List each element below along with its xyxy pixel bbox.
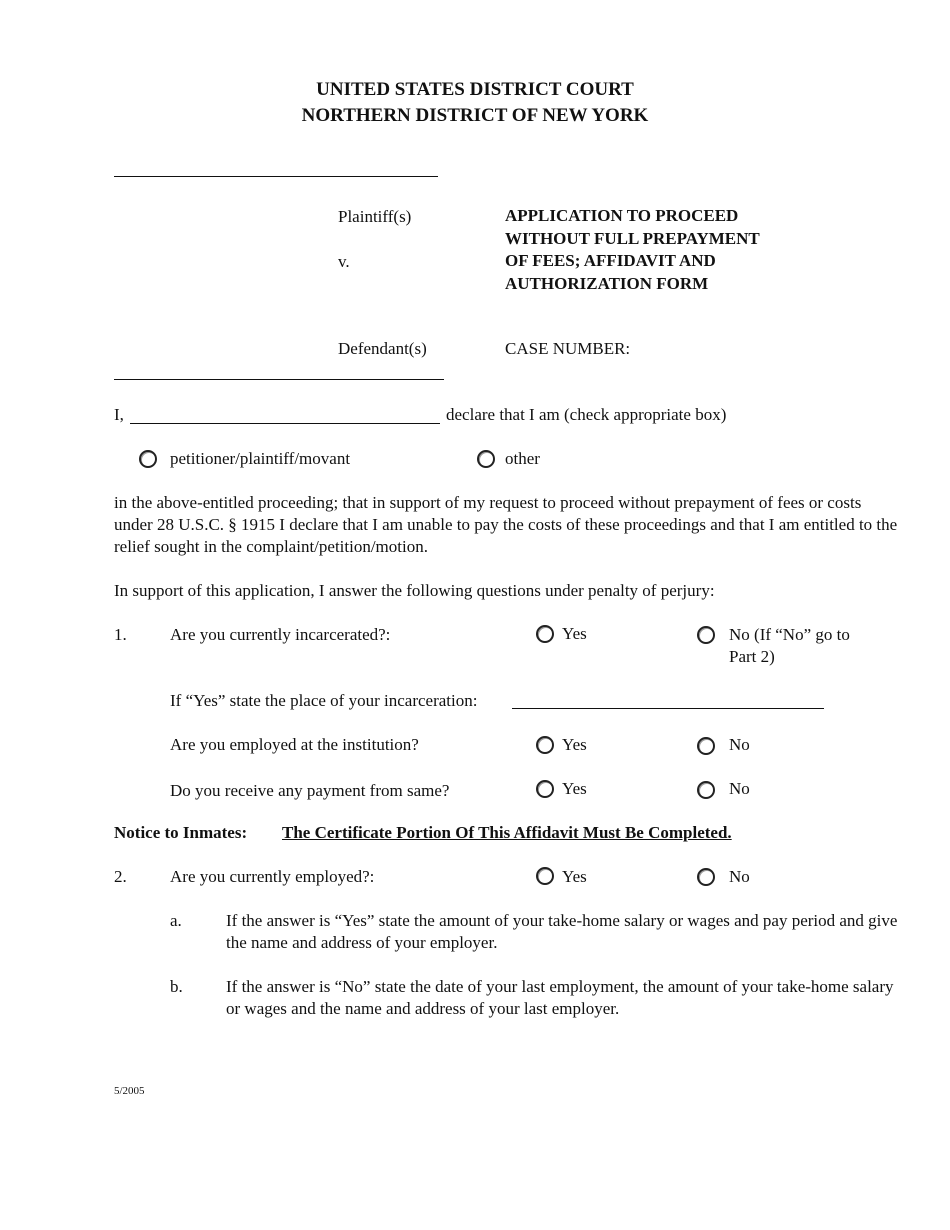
- institution-employed-yes-radio[interactable]: [536, 736, 554, 754]
- petitioner-radio[interactable]: [139, 450, 157, 468]
- question-number: 2.: [114, 867, 127, 886]
- declarant-prefix: I,: [114, 405, 124, 424]
- form-title-line: APPLICATION TO PROCEED: [505, 206, 739, 225]
- court-name: UNITED STATES DISTRICT COURT: [316, 79, 634, 100]
- other-label: other: [505, 449, 540, 468]
- defendant-name-line[interactable]: [114, 379, 444, 380]
- support-statement: In support of this application, I answer the following questions under penalty of perjury:: [114, 581, 715, 600]
- payment-yes-radio[interactable]: [536, 780, 554, 798]
- incarcerated-no-radio[interactable]: [697, 626, 715, 644]
- payment-yes-label: Yes: [562, 779, 587, 798]
- declarant-name-line[interactable]: [130, 423, 440, 424]
- payment-question: Do you receive any payment from same?: [170, 781, 450, 800]
- payment-no-label: No: [729, 779, 750, 798]
- question-number: 1.: [114, 625, 127, 644]
- notice-text: The Certificate Portion Of This Affidavit Must Be Completed.: [282, 823, 732, 842]
- sub-item-a-text: If the answer is “Yes” state the amount of your take-home salary or wages and pay period and give the name and address of your employer.: [226, 911, 898, 952]
- notice-label: Notice to Inmates:: [114, 823, 248, 842]
- court-district: NORTHERN DISTRICT OF NEW YORK: [301, 105, 649, 126]
- form-title-line: AUTHORIZATION FORM: [505, 273, 709, 293]
- employed-no-radio[interactable]: [697, 868, 715, 886]
- incarcerated-no-label-cont: Part 2): [729, 647, 775, 666]
- payment-no-radio[interactable]: [697, 781, 715, 799]
- sub-item-label: a.: [170, 911, 182, 930]
- employed-no-label: No: [729, 867, 750, 886]
- institution-employed-no-radio[interactable]: [697, 737, 715, 755]
- case-number-label: CASE NUMBER:: [505, 339, 631, 358]
- incarcerated-no-label: No (If “No” go to: [729, 625, 850, 644]
- plaintiff-label: Plaintiff(s): [338, 207, 412, 226]
- institution-employed-yes-label: Yes: [562, 735, 587, 754]
- petitioner-label: petitioner/plaintiff/movant: [170, 449, 351, 468]
- form-title-line: OF FEES; AFFIDAVIT AND: [505, 251, 716, 270]
- incarcerated-question: Are you currently incarcerated?:: [170, 625, 391, 644]
- plaintiff-name-line[interactable]: [114, 176, 438, 177]
- sub-item-b-text: If the answer is “No” state the date of your last employment, the amount of your take-home salary or wages and the name and address of your last employer.: [226, 977, 894, 1018]
- incarceration-place-label: If “Yes” state the place of your incarceration:: [170, 691, 478, 710]
- incarcerated-yes-radio[interactable]: [536, 625, 554, 643]
- form-title-line: WITHOUT FULL PREPAYMENT: [505, 228, 760, 248]
- defendant-label: Defendant(s): [338, 339, 427, 358]
- incarceration-place-line[interactable]: [512, 708, 824, 709]
- revision-date: 5/2005: [114, 1085, 145, 1097]
- sub-item-label: b.: [170, 977, 183, 996]
- versus-label: v.: [338, 252, 350, 271]
- declaration-statement: in the above-entitled proceeding; that in support of my request to proceed without prepayment of fees or costs under 28 U.S.C. § 1915 I declare that I am unable to pay the costs of these proceedings and that I am entitled to the relief sought in the complaint/petition/motion.: [114, 493, 898, 556]
- form-title: [505, 205, 825, 295]
- employed-question: Are you currently employed?:: [170, 867, 375, 886]
- other-radio[interactable]: [477, 450, 495, 468]
- incarcerated-yes-label: Yes: [562, 624, 587, 643]
- declaration-suffix: declare that I am (check appropriate box): [446, 405, 727, 424]
- employed-yes-label: Yes: [562, 867, 587, 886]
- institution-employed-question: Are you employed at the institution?: [170, 735, 419, 754]
- employed-yes-radio[interactable]: [536, 867, 554, 885]
- institution-employed-no-label: No: [729, 735, 750, 754]
